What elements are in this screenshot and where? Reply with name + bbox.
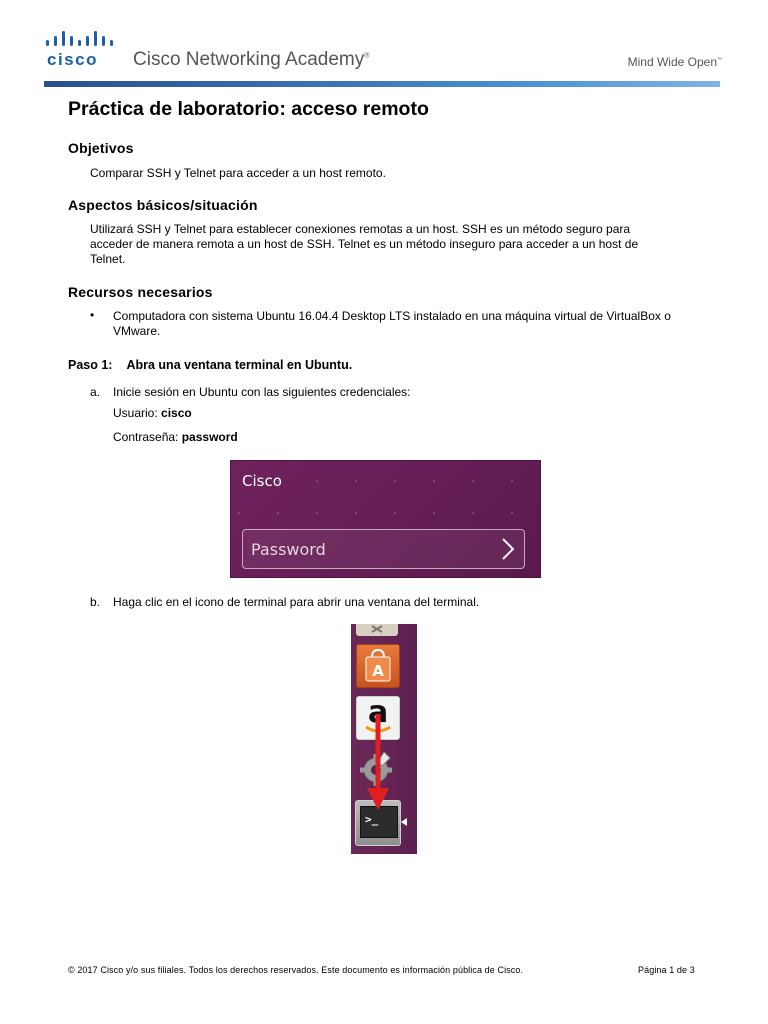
resources-heading: Recursos necesarios	[68, 284, 213, 300]
cisco-bars-icon	[44, 30, 116, 48]
svg-text:A: A	[372, 662, 384, 680]
ubuntu-launcher-screenshot	[351, 624, 417, 854]
step1-heading: Paso 1: Abra una ventana terminal en Ubuntu.	[68, 358, 353, 372]
shopping-bag-icon	[357, 645, 399, 687]
software-center-icon[interactable]	[356, 644, 400, 688]
page-title: Práctica de laboratorio: acceso remoto	[68, 98, 429, 120]
active-indicator-icon	[401, 818, 407, 826]
objectives-text: Comparar SSH y Telnet para acceder a un host remoto.	[90, 166, 386, 180]
objectives-heading: Objetivos	[68, 140, 134, 156]
footer-page-number: Página 1 de 3	[638, 965, 695, 975]
background-line-3: Telnet.	[90, 252, 126, 266]
header-rule	[44, 81, 720, 87]
background-line-2: acceder de manera remota a un host de SSH. Telnet es un método inseguro para acceder a un host de	[90, 237, 639, 251]
background-heading: Aspectos básicos/situación	[68, 197, 258, 213]
step1-b-marker: b.	[90, 595, 101, 609]
close-icon	[356, 624, 398, 636]
cisco-wordmark: cisco	[47, 50, 98, 69]
background-line-1: Utilizará SSH y Telnet para establecer conexiones remotas a un host. SSH es un método seguro para	[90, 222, 631, 236]
tagline: Mind Wide Open™	[627, 55, 722, 69]
cisco-logo	[44, 30, 116, 70]
red-arrow-icon	[365, 712, 391, 812]
login-username: Cisco	[242, 472, 282, 490]
academy-name: Cisco Networking Academy®	[133, 49, 370, 70]
amazon-letter: a	[368, 695, 389, 730]
step1-a-marker: a.	[90, 385, 101, 399]
password-line: Contraseña: password	[113, 430, 238, 444]
chevron-right-icon[interactable]	[500, 536, 516, 562]
resources-bullet: •	[90, 308, 95, 322]
terminal-prompt: >_	[365, 813, 379, 826]
resources-item-line-2: VMware.	[113, 324, 161, 338]
resources-item-line-1: Computadora con sistema Ubuntu 16.04.4 Desktop LTS instalado en una máquina virtual de VirtualBox o	[113, 309, 671, 323]
partial-top-icon[interactable]	[356, 624, 398, 636]
footer-copyright: © 2017 Cisco y/o sus filiales. Todos los derechos reservados. Este documento es información pública de Cisco.	[68, 965, 524, 975]
password-placeholder: Password	[251, 540, 326, 559]
ubuntu-login-screenshot	[230, 460, 541, 578]
step1-b-text: Haga clic en el icono de terminal para abrir una ventana del terminal.	[113, 595, 480, 609]
username-line: Usuario: cisco	[113, 406, 192, 420]
page-header	[0, 0, 768, 90]
step1-a-text: Inicie sesión en Ubuntu con las siguientes credenciales:	[113, 385, 411, 399]
password-field[interactable]	[242, 529, 525, 569]
